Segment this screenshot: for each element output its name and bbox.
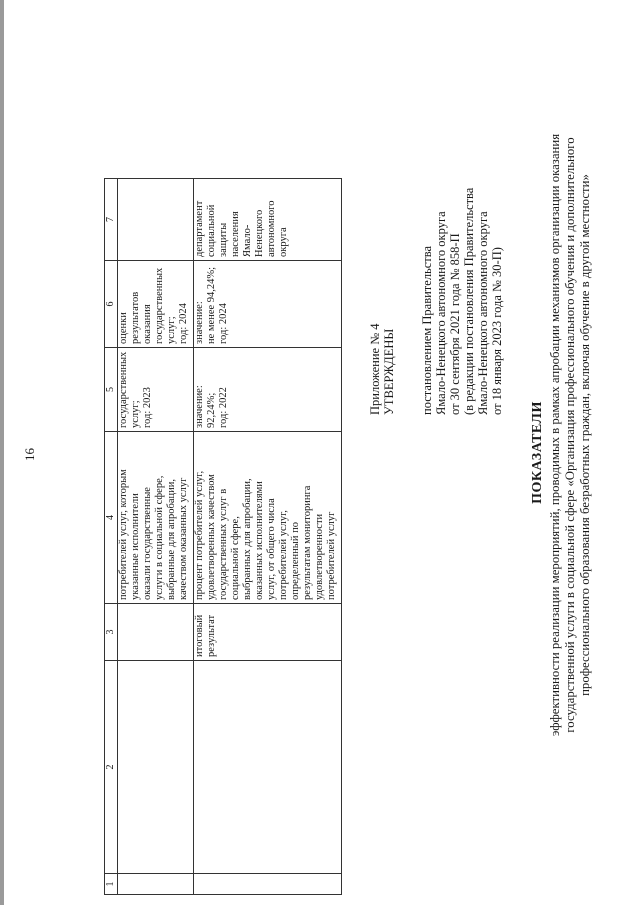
table-cell: потребителей услуг, которым указанные исполнители оказали государственные услуги в социальной сфере, выбранные для апробации, качеством оказанных услуг — [118, 432, 194, 604]
header-cell: 3 — [105, 604, 118, 661]
table-header-row — [105, 179, 118, 895]
header-cell: 4 — [105, 432, 118, 604]
header-cell: 7 — [105, 179, 118, 261]
table-cell — [194, 874, 342, 895]
decree-line: от 30 сентября 2021 года № 858-П — [448, 233, 462, 415]
subtitle-line: государственной услуги в социальной сфере «Организация профессионального обучения и дополнительного — [563, 137, 577, 733]
table-cell — [118, 604, 194, 661]
table-cell: значение: 92,24%; год: 2022 — [194, 348, 342, 432]
table-row — [194, 179, 342, 895]
decree-line: Ямало-Ненецкого автономного округа — [476, 211, 490, 415]
header-cell: 5 — [105, 348, 118, 432]
document-subtitle — [548, 5, 593, 865]
table-cell: процент потребителей услуг, удовлетворенных качеством государственных услуг в социальной сфере, выбранных для апробации, оказанных исполнителями услуг, от общего числа потребителей услуг, определенный по результатам мониторинга удовлетворенности потребителей услуг — [194, 432, 342, 604]
page-number: 16 — [22, 448, 37, 461]
table-cell: департамент социальной защиты населения Ямало-Ненецкого автономного округа — [194, 179, 342, 261]
table-cell: оценки результатов оказания государственных услуг; год: 2024 — [118, 261, 194, 348]
table-cell — [118, 874, 194, 895]
decree-line: (в редакции постановления Правительства — [462, 187, 476, 415]
table-row — [118, 179, 194, 895]
table-cell: итоговый результат — [194, 604, 342, 661]
header-cell: 1 — [105, 874, 118, 895]
approved-label: УТВЕРЖДЕНЫ — [382, 328, 396, 415]
table-cell — [194, 661, 342, 874]
decree-reference — [420, 188, 504, 415]
subtitle-line: эффективности реализации мероприятий, проводимых в рамках апробации механизмов организации оказания — [548, 133, 562, 737]
header-cell: 2 — [105, 661, 118, 874]
decree-line: Ямало-Ненецкого автономного округа — [434, 211, 448, 415]
table-cell — [118, 179, 194, 261]
decree-line: постановлением Правительства — [420, 245, 434, 415]
header-cell: 6 — [105, 261, 118, 348]
subtitle-line: профессионального образования безработных граждан, включая обучение в другой местности» — [578, 174, 592, 696]
approval-block — [368, 188, 504, 415]
document-title: ПОКАЗАТЕЛИ — [530, 401, 545, 504]
indicators-table — [104, 178, 342, 895]
appendix-label: Приложение № 4 — [368, 323, 382, 415]
decree-line: от 18 января 2023 года № 30-П) — [490, 247, 504, 415]
table-cell — [118, 661, 194, 874]
table-cell: значение: не менее 94,24%; год: 2024 — [194, 261, 342, 348]
table-cell: государственных услуг; год: 2023 — [118, 348, 194, 432]
